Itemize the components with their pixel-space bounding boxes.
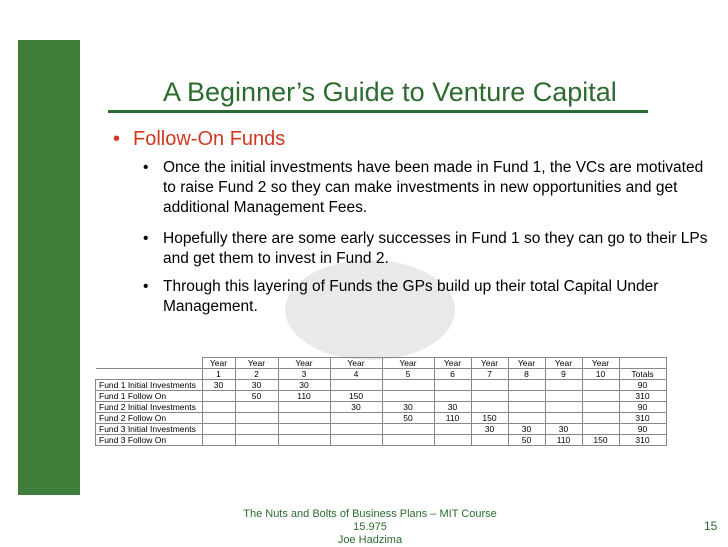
table-row: [96, 391, 667, 402]
header-cell: 3: [278, 369, 330, 380]
table-cell: [202, 424, 235, 435]
header-cell: 2: [235, 369, 278, 380]
funds-table: [95, 357, 667, 446]
table-cell: [508, 380, 545, 391]
table-header-row: [96, 358, 667, 369]
table-cell: [235, 402, 278, 413]
table-cell: [582, 424, 619, 435]
table-cell: 30: [278, 380, 330, 391]
header-cell: 7: [471, 369, 508, 380]
table-cell: [330, 435, 382, 446]
header-cell: Year: [382, 358, 434, 369]
table-cell: 30: [330, 402, 382, 413]
table-row: [96, 402, 667, 413]
row-label: Fund 3 Initial Investments: [96, 424, 203, 435]
header-cell: [619, 358, 666, 369]
header-cell: Year: [278, 358, 330, 369]
table-cell: [508, 413, 545, 424]
table-cell: [202, 391, 235, 402]
table-cell: [202, 402, 235, 413]
table-cell: 30: [508, 424, 545, 435]
table-cell: [582, 402, 619, 413]
table-row: [96, 424, 667, 435]
table-cell: [235, 435, 278, 446]
table-cell: 30: [235, 380, 278, 391]
table-cell: [582, 391, 619, 402]
row-label: Fund 1 Initial Investments: [96, 380, 203, 391]
table-cell: [330, 424, 382, 435]
table-cell: [278, 413, 330, 424]
table-cell: [330, 413, 382, 424]
header-cell: Year: [471, 358, 508, 369]
header-cell: 10: [582, 369, 619, 380]
title-underline: [108, 110, 648, 113]
table-cell: 110: [434, 413, 471, 424]
table-cell: 30: [545, 424, 582, 435]
table-cell: [545, 413, 582, 424]
footer: [230, 508, 510, 547]
table-cell: [235, 413, 278, 424]
table-cell: [278, 435, 330, 446]
bullet-marker: •: [143, 278, 149, 295]
table-cell: [471, 402, 508, 413]
table-cell: 90: [619, 380, 666, 391]
table-cell: [545, 380, 582, 391]
bullet-marker: •: [113, 128, 121, 150]
table-cell: [545, 402, 582, 413]
table-cell: 90: [619, 402, 666, 413]
row-label: Fund 2 Initial Investments: [96, 402, 203, 413]
table-cell: 30: [434, 402, 471, 413]
header-cell: Year: [545, 358, 582, 369]
row-label: Fund 3 Follow On: [96, 435, 203, 446]
bullet-item: [143, 277, 718, 317]
table-cell: [545, 391, 582, 402]
section-heading: Follow-On Funds: [133, 128, 286, 150]
table-cell: 90: [619, 424, 666, 435]
table-cell: [202, 413, 235, 424]
footer-author: Joe Hadzima: [337, 534, 403, 546]
table-cell: [508, 402, 545, 413]
table-cell: 110: [545, 435, 582, 446]
bullet-item: [143, 158, 718, 218]
table-cell: 50: [235, 391, 278, 402]
bullet-text: Through this layering of Funds the GPs build up their total Capital Under Management.: [163, 278, 659, 315]
row-label: Fund 2 Follow On: [96, 413, 203, 424]
table-cell: 310: [619, 435, 666, 446]
table-cell: [434, 435, 471, 446]
table-cell: [434, 391, 471, 402]
slide-title: A Beginner’s Guide to Venture Capital: [163, 77, 617, 107]
table-cell: 50: [382, 413, 434, 424]
table-cell: [330, 380, 382, 391]
table-row: [96, 435, 667, 446]
page-number: 15: [704, 519, 718, 533]
table-cell: [471, 435, 508, 446]
table-cell: [434, 380, 471, 391]
table-cell: [582, 413, 619, 424]
table-cell: [508, 391, 545, 402]
table-cell: [382, 424, 434, 435]
header-cell: 9: [545, 369, 582, 380]
decorative-side-bar: [18, 40, 80, 495]
footer-course: The Nuts and Bolts of Business Plans – MIT Course 15.975: [243, 508, 497, 533]
table-row: [96, 380, 667, 391]
table-cell: 30: [471, 424, 508, 435]
header-cell: Year: [330, 358, 382, 369]
header-cell: Year: [235, 358, 278, 369]
table-cell: 110: [278, 391, 330, 402]
table-cell: [382, 391, 434, 402]
header-cell: Year: [582, 358, 619, 369]
header-corner: [96, 358, 203, 369]
table-cell: 150: [471, 413, 508, 424]
bullet-text: Once the initial investments have been made in Fund 1, the VCs are motivated to raise Fund 2 so they can make investments in new opportunities and get additional Management Fees.: [163, 159, 704, 216]
table-cell: [278, 402, 330, 413]
header-cell: 5: [382, 369, 434, 380]
header-cell: Year: [202, 358, 235, 369]
bullet-marker: •: [143, 230, 149, 247]
table-cell: 310: [619, 391, 666, 402]
table-row: [96, 413, 667, 424]
header-cell: 1: [202, 369, 235, 380]
table-cell: 50: [508, 435, 545, 446]
table-header-row: [96, 369, 667, 380]
table-cell: [202, 435, 235, 446]
table-cell: 150: [582, 435, 619, 446]
header-cell: Year: [434, 358, 471, 369]
table-cell: 30: [202, 380, 235, 391]
header-cell: 4: [330, 369, 382, 380]
table-cell: [382, 380, 434, 391]
table-cell: [471, 380, 508, 391]
table-cell: 310: [619, 413, 666, 424]
header-corner: [96, 369, 203, 380]
table-cell: [582, 380, 619, 391]
table-cell: [434, 424, 471, 435]
table-cell: [471, 391, 508, 402]
table-cell: 150: [330, 391, 382, 402]
bullet-text: Hopefully there are some early successes in Fund 1 so they can go to their LPs and get them to invest in Fund 2.: [163, 230, 708, 267]
table-cell: [278, 424, 330, 435]
header-cell: 8: [508, 369, 545, 380]
table-cell: [382, 435, 434, 446]
header-cell: 6: [434, 369, 471, 380]
header-cell: Year: [508, 358, 545, 369]
bullet-item: [143, 229, 718, 269]
table-cell: 30: [382, 402, 434, 413]
table-cell: [235, 424, 278, 435]
header-cell: Totals: [619, 369, 666, 380]
row-label: Fund 1 Follow On: [96, 391, 203, 402]
bullet-marker: •: [143, 159, 149, 176]
section-bullet: [113, 128, 285, 151]
